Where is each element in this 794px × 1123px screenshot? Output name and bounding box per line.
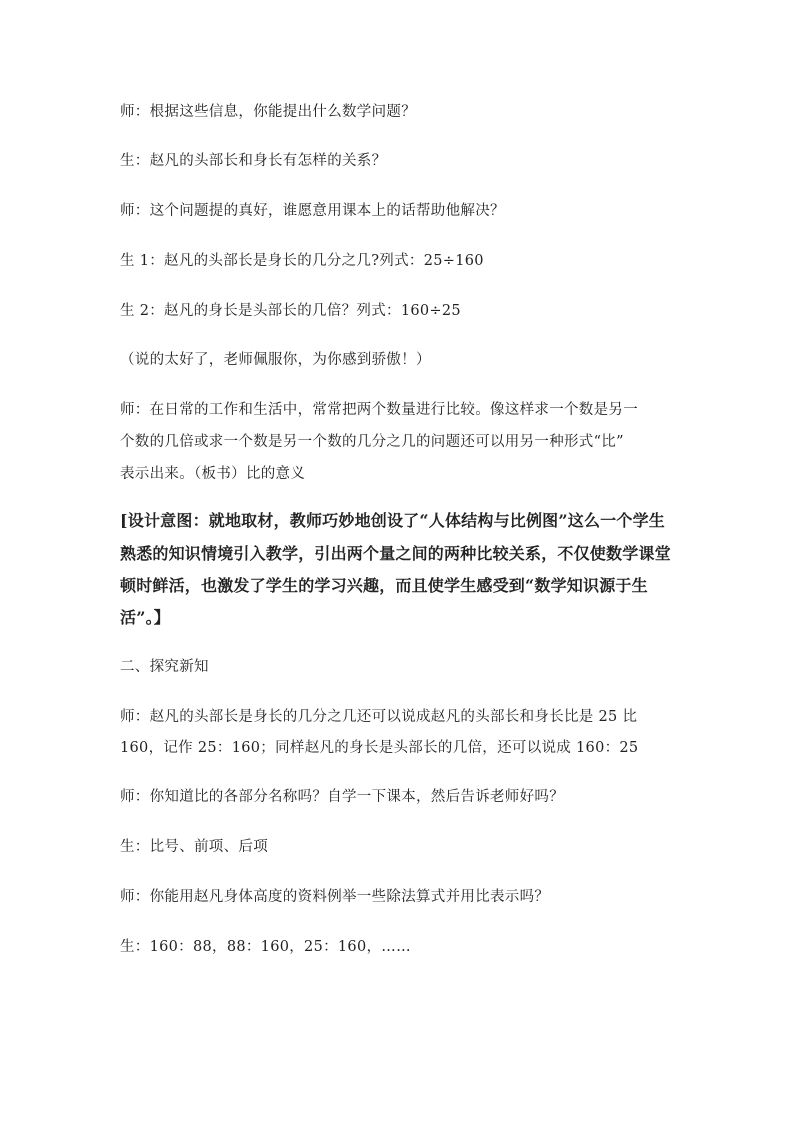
teacher-line-praise: 师：这个问题提的真好，谁愿意用课本上的话帮助他解决？ [120, 203, 505, 219]
design-intent-line-4: 活”。】 [120, 608, 171, 627]
teacher-parts-question: 师：你知道比的各部分名称吗？自学一下课本，然后告诉老师好吗？ [120, 789, 564, 805]
teacher-ratio-line-2: 160，记作 25：160；同样赵凡的身长是头部长的几倍，还可以说成 160：25 [120, 740, 639, 756]
teacher-explanation-line-3: 表示出来。（板书）比的意义 [120, 466, 306, 482]
design-intent-line-2: 熟悉的知识情境引入教学，引出两个量之间的两种比较关系，不仅使数学课堂 [120, 544, 671, 563]
section-heading-explore: 二、探究新知 [120, 659, 209, 675]
student-1-line: 生 1：赵凡的头部长是身长的几分之几?列式：25÷160 [120, 253, 484, 269]
student-parts-answer: 生：比号、前项、后项 [120, 839, 268, 855]
praise-note: （说的太好了，老师佩服你，为你感到骄傲！） [120, 352, 431, 368]
teacher-explanation-line-1: 师：在日常的工作和生活中，常常把两个数量进行比较。像这样求一个数是另一 [120, 402, 638, 418]
teacher-ratio-line-1: 师：赵凡的头部长是身长的几分之几还可以说成赵凡的头部长和身长比是 25 比 [120, 709, 638, 725]
teacher-line-question-prompt: 师：根据这些信息，你能提出什么数学问题？ [120, 104, 416, 120]
design-intent-line-1: [设计意图：就地取材，教师巧妙地创设了“人体结构与比例图”这么一个学生 [120, 511, 665, 530]
teacher-examples-question: 师：你能用赵凡身体高度的资料例举一些除法算式并用比表示吗？ [120, 889, 550, 905]
student-examples-answer: 生：160：88，88：160，25：160，…… [120, 939, 411, 955]
student-line-relation: 生：赵凡的头部长和身长有怎样的关系？ [120, 153, 387, 169]
teacher-explanation-line-2: 个数的几倍或求一个数是另一个数的几分之几的问题还可以用另一种形式“比” [120, 434, 624, 450]
design-intent-line-3: 顿时鲜活，也激发了学生的学习兴趣，而且使学生感受到“数学知识源于生 [120, 576, 648, 595]
student-2-line: 生 2：赵凡的身长是头部长的几倍？列式：160÷25 [120, 303, 461, 319]
